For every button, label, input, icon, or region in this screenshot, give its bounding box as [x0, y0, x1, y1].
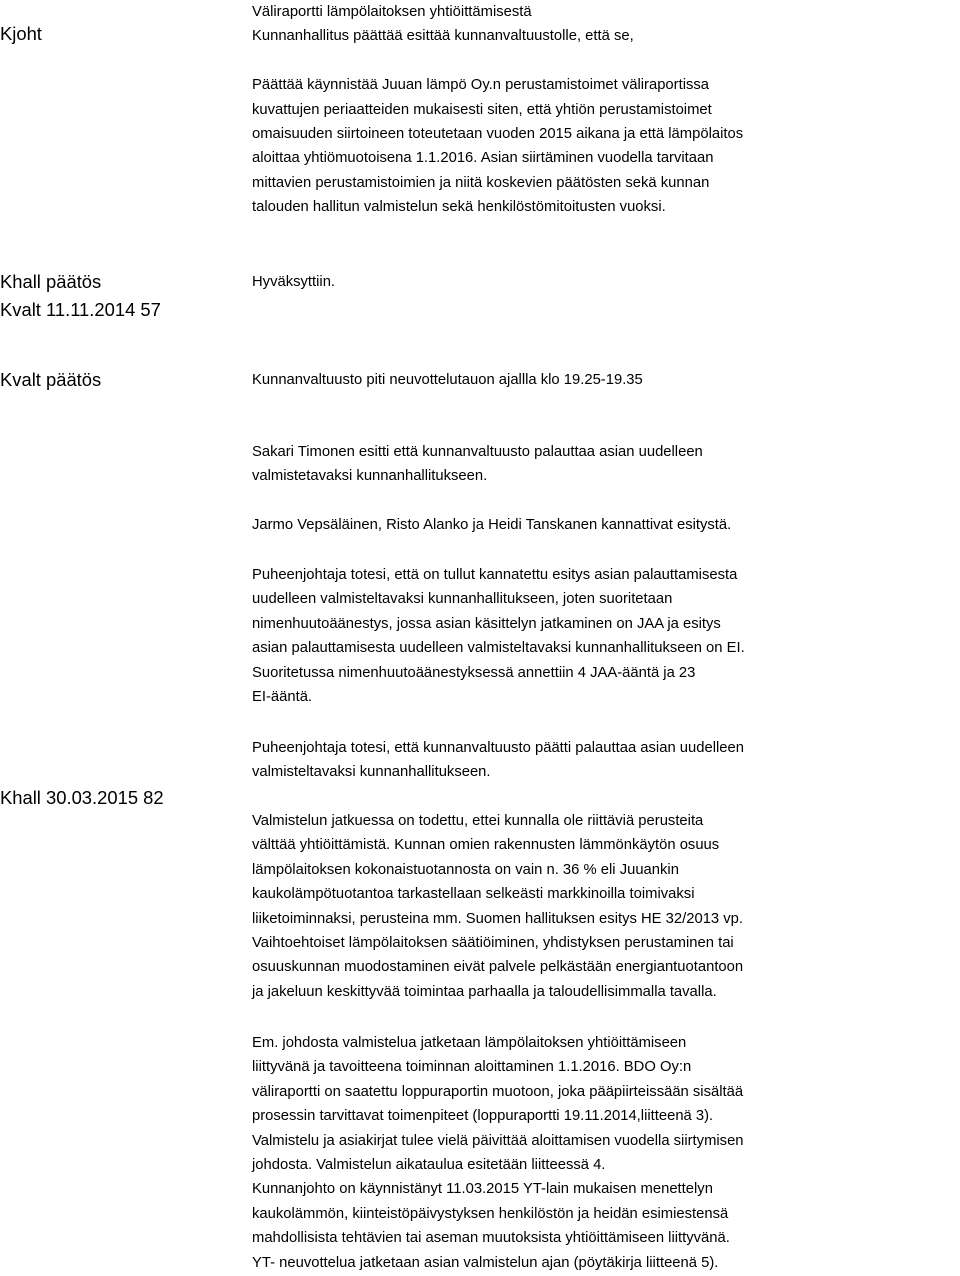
proposal-line: talouden hallitun valmistelun sekä henkilöstömitoitusten vuoksi.	[252, 199, 666, 216]
paragraph-line: johdosta. Valmistelun aikataulua esitetään liitteessä 4.	[252, 1157, 606, 1174]
paragraph-line: Vaihtoehtoiset lämpölaitoksen säätiöiminen, yhdistyksen perustaminen tai	[252, 935, 734, 952]
paragraph-line: välttää yhtiöittämistä. Kunnan omien rakennusten lämmönkäytön osuus	[252, 837, 720, 854]
paragraph-line: mahdollisista tehtävien tai aseman muutoksista yhtiöittämiseen liittyvänä.	[252, 1230, 730, 1247]
section-label-khall-decision: Khall päätös	[0, 271, 102, 292]
paragraph-line: Puheenjohtaja totesi, että on tullut kannatettu esitys asian palauttamisesta	[252, 567, 738, 583]
preparation-paragraph	[252, 809, 960, 1004]
kvalt-decision-paragraph	[252, 563, 960, 709]
section-label-kvalt-decision: Kvalt päätös	[0, 369, 102, 390]
paragraph-line: Suoritetussa nimenhuutoäänestyksessä annettiin 4 JAA-ääntä ja 23	[252, 664, 696, 681]
paragraph-line: Sakari Timonen esitti että kunnanvaltuusto palauttaa asian uudelleen	[252, 444, 703, 460]
paragraph-line: lämpölaitoksen kokonaistuotannosta on vain n. 36 % eli Juuankin	[252, 861, 679, 878]
kvalt-decision-paragraph	[252, 368, 960, 392]
paragraph-line: väliraportti on saatettu loppuraportin muotoon, joka pääpiirteissään sisältää	[252, 1083, 744, 1100]
proposal-line: Väliraportti lämpölaitoksen yhtiöittämisestä	[252, 4, 532, 20]
paragraph-line: Kunnanjohto on käynnistänyt 11.03.2015 YT-lain mukaisen menettelyn	[252, 1181, 713, 1198]
proposal-line: kuvattujen periaatteiden mukaisesti siten, että yhtiön perustamistoimet	[252, 101, 712, 118]
paragraph-line: liiketoiminnaksi, perusteina mm. Suomen hallituksen esitys HE 32/2013 vp.	[252, 910, 743, 927]
paragraph-line: uudelleen valmisteltavaksi kunnanhallitukseen, joten suoritetaan	[252, 591, 673, 608]
proposal-line: omaisuuden siirtoineen toteutetaan vuoden 2015 aikana ja että lämpölaitos	[252, 126, 744, 143]
paragraph-line: Valmistelu ja asiakirjat tulee vielä päivittää aloittamisen vuodella siirtymisen	[252, 1132, 744, 1149]
proposal-line: aloittaa yhtiömuotoisena 1.1.2016. Asian siirtäminen vuodella tarvitaan	[252, 150, 714, 167]
paragraph-line: valmistetavaksi kunnanhallitukseen.	[252, 468, 488, 485]
paragraph-line: asian palauttamisesta uudelleen valmisteltavaksi kunnanhallitukseen on EI.	[252, 640, 745, 657]
paragraph-line: prosessin tarvittavat toimenpiteet (loppuraportti 19.11.2014,liitteenä 3).	[252, 1108, 714, 1125]
paragraph-line: nimenhuutoäänestys, jossa asian käsittelyn jatkaminen on JAA ja esitys	[252, 615, 721, 632]
kvalt-decision-paragraph	[252, 736, 960, 785]
section-label-kjoht: Kjoht	[0, 23, 42, 44]
paragraph-line: YT- neuvottelua jatketaan asian valmistelun ajan (pöytäkirja liitteenä 5).	[252, 1254, 719, 1271]
proposal-line: Kunnanhallitus päättää esittää kunnanvaltuustolle, että se,	[252, 28, 634, 45]
paragraph-line: osuuskunnan muodostaminen eivät palvele pelkästään energiantuotantoon	[252, 959, 744, 976]
paragraph-line: ja jakeluun keskittyvää toimintaa parhaalla ja taloudellisimmalla tavalla.	[252, 983, 717, 1000]
meeting-ref-khall-30-03-2015: Khall 30.03.2015 82	[0, 787, 164, 808]
paragraph-line: Valmistelun jatkuessa on todettu, ettei kunnalla ole riittäviä perusteita	[252, 813, 704, 829]
proposal-line	[252, 49, 960, 73]
proposal-line: Päättää käynnistää Juuan lämpö Oy.n perustamistoimet väliraportissa	[252, 77, 710, 94]
kvalt-decision-paragraph	[252, 513, 960, 537]
paragraph-line: liittyvänä ja tavoitteena toiminnan aloittaminen 1.1.2016. BDO Oy:n	[252, 1059, 692, 1076]
kvalt-decision-paragraph	[252, 440, 960, 489]
paragraph-line: Puheenjohtaja totesi, että kunnanvaltuusto päätti palauttaa asian uudelleen	[252, 740, 744, 756]
paragraph-line: Em. johdosta valmistelua jatketaan lämpölaitoksen yhtiöittämiseen	[252, 1035, 687, 1051]
proposal-line: mittavien perustamistoimien ja niitä koskevien päätösten sekä kunnan	[252, 174, 710, 191]
meeting-ref-kvalt-11-11-2014: Kvalt 11.11.2014 57	[0, 299, 161, 320]
paragraph-line: Kunnanvaltuusto piti neuvottelutauon ajallla klo 19.25-19.35	[252, 372, 643, 388]
proposal-text	[252, 0, 960, 220]
khall-decision-text: Hyväksyttiin.	[252, 274, 336, 290]
paragraph-line: Jarmo Vepsäläinen, Risto Alanko ja Heidi Tanskanen kannattivat esitystä.	[252, 517, 732, 533]
paragraph-line: EI-ääntä.	[252, 689, 313, 706]
paragraph-line: kaukolämpötuotantoa tarkastellaan selkeästi markkinoilla toimivaksi	[252, 886, 695, 903]
paragraph-line: valmisteltavaksi kunnanhallitukseen.	[252, 764, 491, 781]
paragraph-line: kaukolämmön, kiinteistöpäivystyksen henkilöstön ja heidän esimiestensä	[252, 1205, 729, 1222]
preparation-paragraph	[252, 1031, 960, 1275]
